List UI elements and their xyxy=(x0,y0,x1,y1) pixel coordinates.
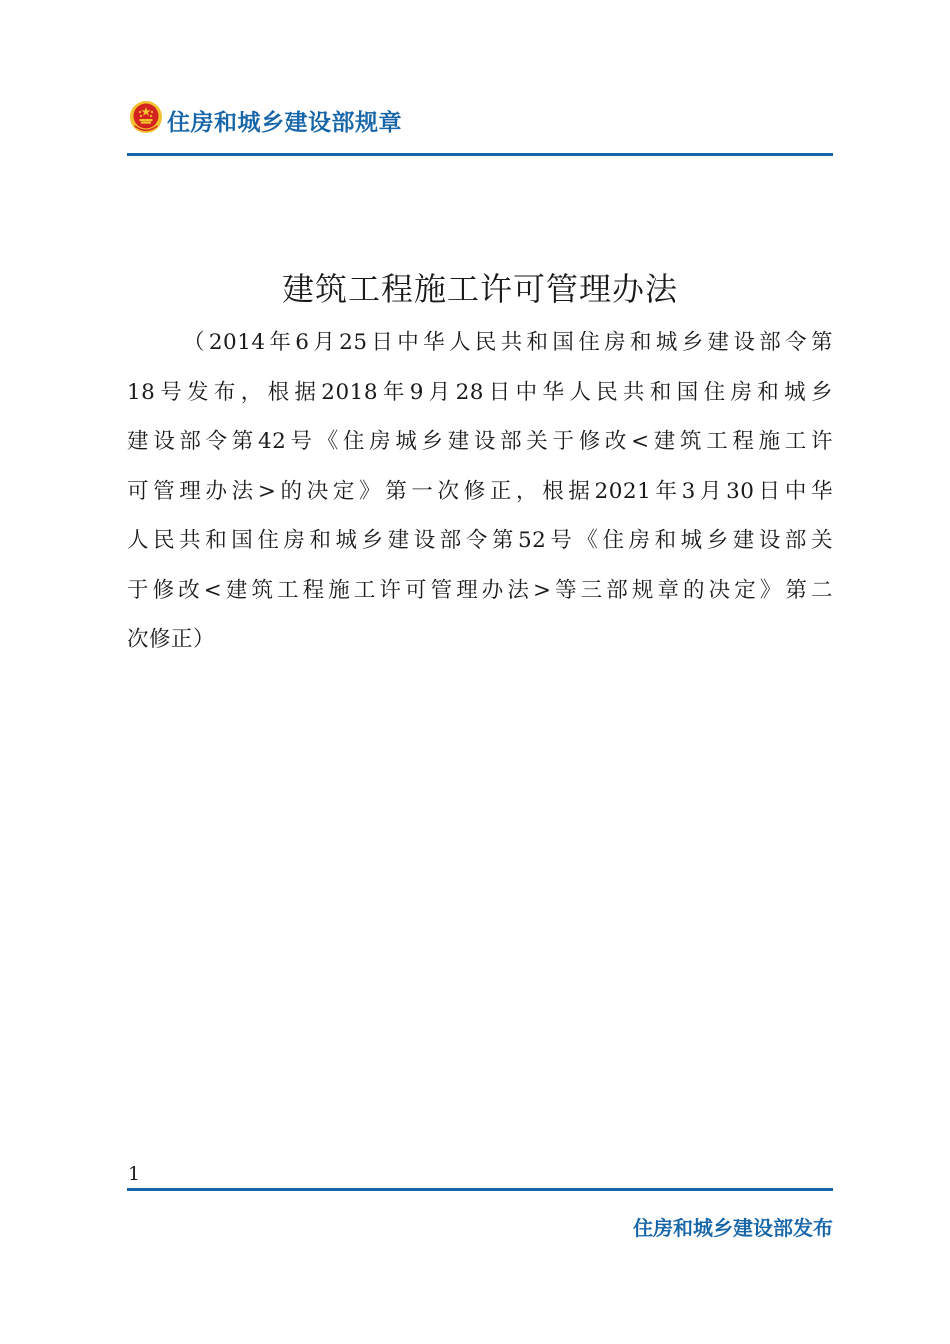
preamble-line: 建设部令第42号《住房城乡建设部关于修改<建筑工程施工许 xyxy=(127,429,833,454)
preamble-line: 可管理办法>的决定》第一次修正，根据2021年3月30日中华 xyxy=(127,478,833,504)
preamble-line: 于修改<建筑工程施工许可管理办法>等三部规章的决定》第二 xyxy=(127,577,833,603)
header-title: 住房和城乡建设部规章 xyxy=(167,110,402,136)
footer-publisher: 住房和城乡建设部发布 xyxy=(633,1216,833,1240)
footer-divider xyxy=(127,1188,833,1191)
header-divider xyxy=(127,153,833,156)
preamble-line: 18号发布，根据2018年9月28日中华人民共和国住房和城乡 xyxy=(127,379,833,405)
page-number: 1 xyxy=(128,1163,141,1185)
preamble-line: 次修正） xyxy=(127,627,216,652)
preamble-line: （2014年6月25日中华人民共和国住房和城乡建设部令第 xyxy=(183,330,833,355)
document-title: 建筑工程施工许可管理办法 xyxy=(281,270,678,308)
document-preamble xyxy=(127,318,833,665)
national-emblem-icon xyxy=(129,100,163,134)
page-header xyxy=(127,100,833,140)
preamble-line: 人民共和国住房和城乡建设部令第52号《住房和城乡建设部关 xyxy=(127,528,833,553)
